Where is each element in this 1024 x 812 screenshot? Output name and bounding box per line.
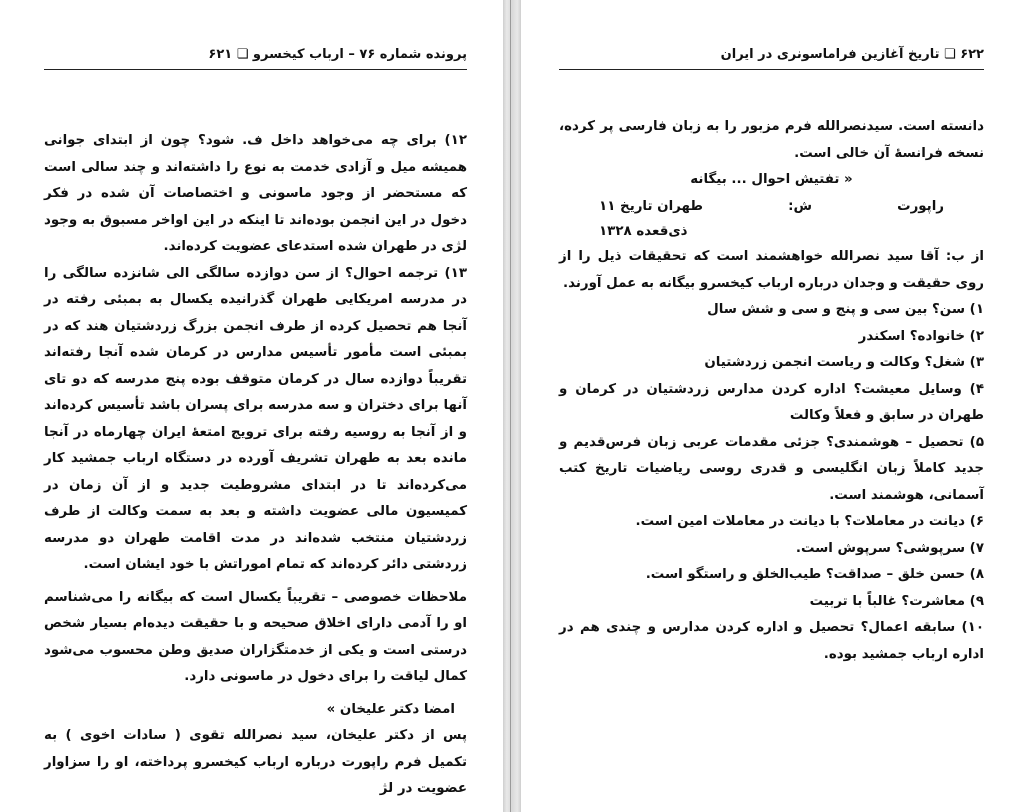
list-item: ۱۰) سابقه اعمال؟ تحصیل و اداره کردن مدارس و چندی هم در اداره ارباب جمشید بوده. (559, 620, 984, 662)
paragraph-13: ۱۳) ترجمه احوال؟ از سن دوازده سالگی الی شانزده سالگی را در مدرسه امریکایی طهران گذرانیده یکسال به بمبئی رفته در آنجا هم تحصیل کرده از طرف انجمن بزرگ زردشتیان هند که در بمبئی است مأمور تأسیس مدارس در کرمان شده آنجا رفته‌اند تقریباً دوازده سال در کرمان متوقف بوده پنج مدرسه که دو تای آنها برای دختران و سه مدرسه برای پسران باشد تأسیس کرده‌اند و از آنجا به روسیه رفته برای ترویج امتعهٔ ایران چهارماه در آنجا مانده بعد به طهران تشریف آورده در دستگاه ارباب جمشید کار می‌کرده‌اند تا در ابتدای مشروطیت جدید و از آن زمان در کمیسیون مالی عضویت داشته و بعد به سمت وکالت از طرف زردشتیان منتخب شده‌اند در مدت اقامت طهران دو مدرسه زردشتی دائر کرده‌اند که تمام اموراتش با خود ایشان است. (44, 265, 467, 572)
report-label: راپورت (897, 198, 944, 214)
paragraph-12: ۱۲) برای چه می‌خواهد داخل ف. شود؟ چون از ابتدای جوانی همیشه میل و آزادی خدمت به نوع را داشته‌اند و چند سالی است که مستحضر از وجود ماسونی و اختصاصات آن شده در فکر دخول در این انجمن بوده‌اند تا اینکه در این اواخر مسبوق به وجود لژی در طهران شده استدعای عضویت کرده‌اند. (44, 133, 467, 254)
inspection-heading: « تفتیش احوال ... بیگانه (690, 172, 853, 187)
list-item: ۶) دیانت در معاملات؟ با دیانت در معاملات امین است. (635, 514, 984, 529)
list-item: ۱) سن؟ بین سی و پنج و سی و شش سال (707, 302, 984, 317)
intro-paragraph: دانسته است. سیدنصرالله فرم مزبور را به زبان فارسی پر کرده، نسخه فرانسهٔ آن خالی است. (559, 119, 984, 161)
questionnaire-list (559, 297, 984, 668)
right-page (521, 0, 1024, 812)
list-item: ۳) شغل؟ وکالت و ریاست انجمن زردشتیان (704, 355, 984, 370)
book-gutter (503, 0, 521, 812)
running-header-right: ۶۲۲ ❏ تاریخ آغازین فراماسونری در ایران (559, 46, 984, 70)
left-page (0, 0, 503, 812)
gutter-divider (510, 0, 511, 812)
list-item: ۴) وسایل معیشت؟ اداره کردن مدارس زردشتیان در کرمان و طهران در سابق و فعلاً وکالت (559, 381, 984, 423)
report-date-line-2: ذی‌قعده ۱۳۲۸ (599, 224, 688, 239)
signature-line: امضا دکتر علیخان » (326, 701, 455, 717)
report-row (559, 194, 984, 221)
list-item: ۲) خانواده؟ اسکندر (858, 328, 984, 344)
report-number: ش: (788, 198, 812, 214)
paragraph-continuation: پس از دکتر علیخان، سید نصرالله تقوی ( سادات اخوی ) به تکمیل فرم راپورت درباره ارباب کیخسرو پرداخته، او را سزاوار عضویت در لژ (44, 728, 467, 796)
list-item: ۹) معاشرت؟ غالباً با تربیت (809, 593, 984, 609)
opening-paragraph: از ب: آقا سید نصرالله خواهشمند است که تحقیقات ذیل را از روی حقیقت و وجدان درباره ارباب کیخسرو بیگانه به عمل آورند. (559, 249, 984, 291)
running-header-left: پرونده شماره ۷۶ – ارباب کیخسرو ❏ ۶۲۱ (44, 46, 467, 70)
list-item: ۷) سرپوشی؟ سرپوش است. (795, 540, 984, 556)
report-date: طهران تاریخ ۱۱ (599, 198, 703, 214)
list-item: ۵) تحصیل – هوشمندی؟ جزئی مقدمات عربی زبان فرس‌قدیم و جدید کاملاً زبان انگلیسی و قدری روسی ریاضیات تاریخ کتب آسمانی، هوشمند است. (559, 434, 984, 503)
list-item: ۸) حسن خلق – صداقت؟ طیب‌الخلق و راستگو است. (645, 567, 984, 582)
private-notes: ملاحظات خصوصی – تقریباً یکسال است که بیگانه را می‌شناسم او را آدمی دارای اخلاق صحیحه و با حقیقت دیده‌ام بسیار شخص درستی است و یکی از خدمتگزاران صدیق وطن محسوب می‌شود کمال لیاقت را برای دخول در ماسونی دارد. (44, 589, 467, 684)
